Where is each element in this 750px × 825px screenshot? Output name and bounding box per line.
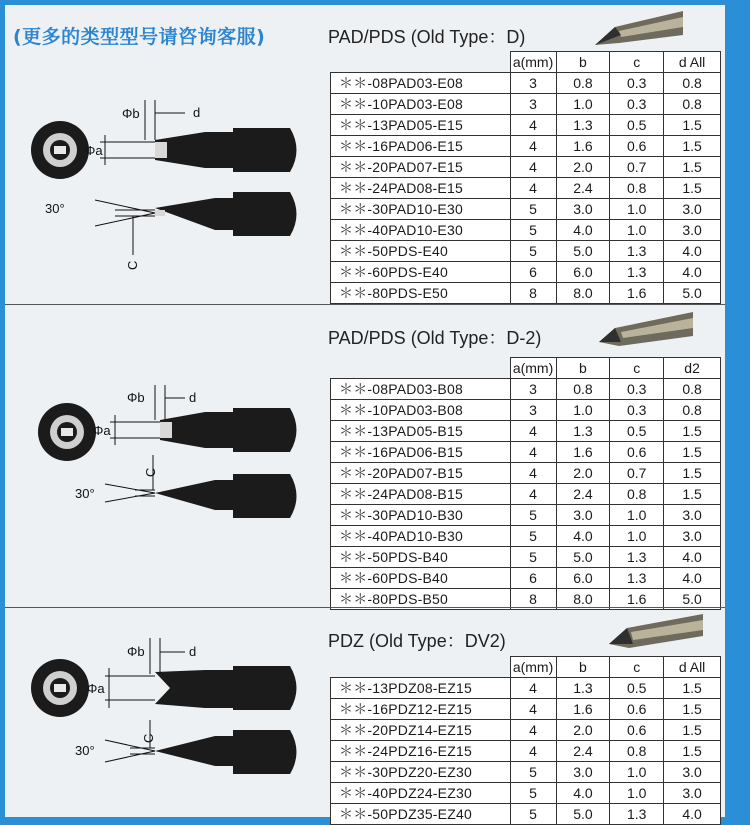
c-cell: 0.6 <box>610 442 664 463</box>
table-row <box>331 463 721 484</box>
c-cell: 0.5 <box>610 421 664 442</box>
b-cell: 3.0 <box>556 762 610 783</box>
c-cell: 0.8 <box>610 741 664 762</box>
model-cell: ＊＊-60PDS-E40 <box>331 262 511 283</box>
d-cell: 4.0 <box>664 262 721 283</box>
model-cell: ＊＊-16PAD06-E15 <box>331 136 511 157</box>
c-cell: 0.3 <box>610 73 664 94</box>
d-cell: 5.0 <box>664 589 721 610</box>
table-row <box>331 720 721 741</box>
table-row <box>331 94 721 115</box>
model-cell: ＊＊-20PAD07-E15 <box>331 157 511 178</box>
model-cell: ＊＊-24PAD08-E15 <box>331 178 511 199</box>
c-cell: 1.0 <box>610 526 664 547</box>
c-label: C <box>143 467 158 477</box>
b-cell: 1.0 <box>556 400 610 421</box>
model-cell: ＊＊-16PDZ12-EZ15 <box>331 699 511 720</box>
b-cell: 1.3 <box>556 421 610 442</box>
c-cell: 1.0 <box>610 505 664 526</box>
table-row <box>331 400 721 421</box>
d-cell: 3.0 <box>664 762 721 783</box>
a-cell: 4 <box>510 157 556 178</box>
model-cell: ＊＊-80PDS-B50 <box>331 589 511 610</box>
b-cell: 4.0 <box>556 783 610 804</box>
d-cell: 1.5 <box>664 741 721 762</box>
header-c: c <box>610 358 664 379</box>
b-cell: 5.0 <box>556 241 610 262</box>
d-cell: 4.0 <box>664 568 721 589</box>
a-cell: 5 <box>510 547 556 568</box>
table-row <box>331 804 721 825</box>
phi-b-label: Φb <box>127 390 145 405</box>
c-cell: 0.8 <box>610 484 664 505</box>
b-cell: 5.0 <box>556 804 610 825</box>
c-cell: 1.6 <box>610 589 664 610</box>
d-cell: 1.5 <box>664 421 721 442</box>
c-cell: 1.3 <box>610 547 664 568</box>
c-cell: 0.6 <box>610 699 664 720</box>
b-cell: 1.3 <box>556 115 610 136</box>
d-cell: 3.0 <box>664 220 721 241</box>
c-cell: 0.5 <box>610 115 664 136</box>
header-d: d All <box>664 657 721 678</box>
b-cell: 2.0 <box>556 463 610 484</box>
table-row <box>331 115 721 136</box>
d-cell: 3.0 <box>664 783 721 804</box>
b-cell: 1.3 <box>556 678 610 699</box>
a-cell: 4 <box>510 115 556 136</box>
table-row <box>331 379 721 400</box>
d-cell: 1.5 <box>664 157 721 178</box>
catalog-page <box>5 5 725 822</box>
c-cell: 1.3 <box>610 262 664 283</box>
a-cell: 4 <box>510 178 556 199</box>
section-title: PDZ (Old Type：DV2) <box>328 631 506 651</box>
section-pdz-dv2 <box>5 608 725 822</box>
a-cell: 6 <box>510 262 556 283</box>
model-cell: ＊＊-24PDZ16-EZ15 <box>331 741 511 762</box>
b-cell: 2.4 <box>556 178 610 199</box>
header-b: b <box>556 52 610 73</box>
table-row <box>331 442 721 463</box>
header-c: c <box>610 52 664 73</box>
table-row <box>331 283 721 304</box>
tip-diagram <box>5 380 325 610</box>
table-row <box>331 484 721 505</box>
d-cell: 1.5 <box>664 115 721 136</box>
a-cell: 3 <box>510 379 556 400</box>
section-title: PAD/PDS (Old Type：D-2) <box>328 328 542 348</box>
model-cell: ＊＊-40PAD10-B30 <box>331 526 511 547</box>
a-cell: 5 <box>510 199 556 220</box>
phi-b-label: Φb <box>127 644 145 659</box>
tip-diagram <box>5 608 325 817</box>
model-cell: ＊＊-10PAD03-B08 <box>331 400 511 421</box>
c-cell: 0.7 <box>610 463 664 484</box>
d-label: d <box>193 105 201 120</box>
c-cell: 0.7 <box>610 157 664 178</box>
model-cell: ＊＊-30PDZ20-EZ30 <box>331 762 511 783</box>
tip-photo <box>605 610 705 656</box>
b-cell: 8.0 <box>556 283 610 304</box>
b-cell: 4.0 <box>556 220 610 241</box>
header-d: d All <box>664 52 721 73</box>
table-row <box>331 157 721 178</box>
b-cell: 2.0 <box>556 720 610 741</box>
table-row <box>331 699 721 720</box>
table-row <box>331 262 721 283</box>
a-cell: 4 <box>510 720 556 741</box>
d-cell: 3.0 <box>664 505 721 526</box>
model-cell: ＊＊-30PAD10-B30 <box>331 505 511 526</box>
angle-label: 30° <box>75 743 95 758</box>
d-cell: 4.0 <box>664 241 721 262</box>
tip-photo <box>595 306 695 352</box>
a-cell: 8 <box>510 589 556 610</box>
a-cell: 5 <box>510 505 556 526</box>
c-cell: 0.3 <box>610 400 664 421</box>
b-cell: 1.6 <box>556 442 610 463</box>
b-cell: 1.6 <box>556 699 610 720</box>
section-pad-pds-d2 <box>5 305 725 605</box>
c-cell: 1.0 <box>610 783 664 804</box>
table-row <box>331 178 721 199</box>
d-cell: 1.5 <box>664 484 721 505</box>
table-row <box>331 136 721 157</box>
model-cell: ＊＊-16PAD06-B15 <box>331 442 511 463</box>
c-cell: 1.3 <box>610 804 664 825</box>
model-cell: ＊＊-50PDS-E40 <box>331 241 511 262</box>
phi-a-label: Φa <box>87 681 105 696</box>
b-cell: 2.4 <box>556 484 610 505</box>
d-cell: 1.5 <box>664 720 721 741</box>
model-cell: ＊＊-24PAD08-B15 <box>331 484 511 505</box>
header-d: d2 <box>664 358 721 379</box>
c-label: C <box>125 260 140 270</box>
table-row <box>331 199 721 220</box>
a-cell: 3 <box>510 73 556 94</box>
table-row <box>331 568 721 589</box>
d-cell: 4.0 <box>664 804 721 825</box>
table-row <box>331 741 721 762</box>
model-cell: ＊＊-13PDZ08-EZ15 <box>331 678 511 699</box>
header-model <box>331 52 511 73</box>
table-header-row <box>331 52 721 73</box>
model-cell: ＊＊-80PDS-E50 <box>331 283 511 304</box>
model-cell: ＊＊-13PAD05-B15 <box>331 421 511 442</box>
a-cell: 4 <box>510 741 556 762</box>
b-cell: 1.6 <box>556 136 610 157</box>
angle-label: 30° <box>45 201 65 216</box>
table-row <box>331 783 721 804</box>
a-cell: 4 <box>510 421 556 442</box>
c-cell: 1.0 <box>610 762 664 783</box>
c-cell: 0.3 <box>610 379 664 400</box>
model-cell: ＊＊-40PDZ24-EZ30 <box>331 783 511 804</box>
b-cell: 3.0 <box>556 199 610 220</box>
table-row <box>331 220 721 241</box>
phi-b-label: Φb <box>122 106 140 121</box>
d-label: d <box>189 390 197 405</box>
table-row <box>331 547 721 568</box>
model-cell: ＊＊-13PAD05-E15 <box>331 115 511 136</box>
a-cell: 4 <box>510 484 556 505</box>
model-cell: ＊＊-10PAD03-E08 <box>331 94 511 115</box>
a-cell: 4 <box>510 463 556 484</box>
header-a: a(mm) <box>510 657 556 678</box>
spec-table <box>330 656 721 825</box>
model-cell: ＊＊-08PAD03-B08 <box>331 379 511 400</box>
b-cell: 2.4 <box>556 741 610 762</box>
a-cell: 5 <box>510 783 556 804</box>
table-row <box>331 762 721 783</box>
model-cell: ＊＊-60PDS-B40 <box>331 568 511 589</box>
tip-photo <box>585 5 685 51</box>
d-label: d <box>189 644 197 659</box>
d-cell: 1.5 <box>664 178 721 199</box>
header-c: c <box>610 657 664 678</box>
angle-label: 30° <box>75 486 95 501</box>
b-cell: 2.0 <box>556 157 610 178</box>
c-cell: 1.6 <box>610 283 664 304</box>
d-cell: 1.5 <box>664 442 721 463</box>
b-cell: 6.0 <box>556 262 610 283</box>
a-cell: 4 <box>510 136 556 157</box>
c-cell: 0.6 <box>610 720 664 741</box>
c-label: C <box>141 733 156 743</box>
a-cell: 8 <box>510 283 556 304</box>
a-cell: 5 <box>510 804 556 825</box>
header-b: b <box>556 358 610 379</box>
a-cell: 5 <box>510 241 556 262</box>
a-cell: 5 <box>510 526 556 547</box>
header-a: a(mm) <box>510 52 556 73</box>
a-cell: 3 <box>510 94 556 115</box>
tip-diagram <box>5 80 325 310</box>
model-cell: ＊＊-30PAD10-E30 <box>331 199 511 220</box>
section-pad-pds-d <box>5 5 725 305</box>
c-cell: 0.6 <box>610 136 664 157</box>
table-row <box>331 505 721 526</box>
model-cell: ＊＊-08PAD03-E08 <box>331 73 511 94</box>
d-cell: 1.5 <box>664 678 721 699</box>
d-cell: 0.8 <box>664 73 721 94</box>
a-cell: 5 <box>510 762 556 783</box>
model-cell: ＊＊-50PDZ35-EZ40 <box>331 804 511 825</box>
c-cell: 0.3 <box>610 94 664 115</box>
a-cell: 4 <box>510 442 556 463</box>
table-header-row <box>331 358 721 379</box>
header-a: a(mm) <box>510 358 556 379</box>
table-row <box>331 526 721 547</box>
model-cell: ＊＊-50PDS-B40 <box>331 547 511 568</box>
a-cell: 3 <box>510 400 556 421</box>
d-cell: 1.5 <box>664 463 721 484</box>
table-header-row <box>331 657 721 678</box>
table-row <box>331 73 721 94</box>
phi-a-label: Φa <box>93 423 111 438</box>
d-cell: 1.5 <box>664 136 721 157</box>
d-cell: 0.8 <box>664 379 721 400</box>
header-model <box>331 657 511 678</box>
a-cell: 4 <box>510 678 556 699</box>
c-cell: 1.3 <box>610 568 664 589</box>
c-cell: 0.5 <box>610 678 664 699</box>
c-cell: 1.0 <box>610 199 664 220</box>
a-cell: 5 <box>510 220 556 241</box>
phi-a-label: Φa <box>85 143 103 158</box>
model-cell: ＊＊-20PAD07-B15 <box>331 463 511 484</box>
b-cell: 5.0 <box>556 547 610 568</box>
b-cell: 3.0 <box>556 505 610 526</box>
d-cell: 0.8 <box>664 400 721 421</box>
header-b: b <box>556 657 610 678</box>
model-cell: ＊＊-20PDZ14-EZ15 <box>331 720 511 741</box>
b-cell: 0.8 <box>556 73 610 94</box>
d-cell: 3.0 <box>664 199 721 220</box>
table-row <box>331 241 721 262</box>
model-cell: ＊＊-40PAD10-E30 <box>331 220 511 241</box>
a-cell: 6 <box>510 568 556 589</box>
spec-table <box>330 357 721 610</box>
section-title: PAD/PDS (Old Type：D) <box>328 27 526 47</box>
c-cell: 1.0 <box>610 220 664 241</box>
table-row <box>331 421 721 442</box>
b-cell: 4.0 <box>556 526 610 547</box>
table-row <box>331 678 721 699</box>
banner-title: (更多的类型型号请咨询客服) <box>13 26 266 48</box>
b-cell: 8.0 <box>556 589 610 610</box>
a-cell: 4 <box>510 699 556 720</box>
c-cell: 1.3 <box>610 241 664 262</box>
d-cell: 5.0 <box>664 283 721 304</box>
d-cell: 0.8 <box>664 94 721 115</box>
header-model <box>331 358 511 379</box>
d-cell: 3.0 <box>664 526 721 547</box>
d-cell: 4.0 <box>664 547 721 568</box>
spec-table <box>330 51 721 304</box>
b-cell: 1.0 <box>556 94 610 115</box>
c-cell: 0.8 <box>610 178 664 199</box>
d-cell: 1.5 <box>664 699 721 720</box>
b-cell: 0.8 <box>556 379 610 400</box>
b-cell: 6.0 <box>556 568 610 589</box>
